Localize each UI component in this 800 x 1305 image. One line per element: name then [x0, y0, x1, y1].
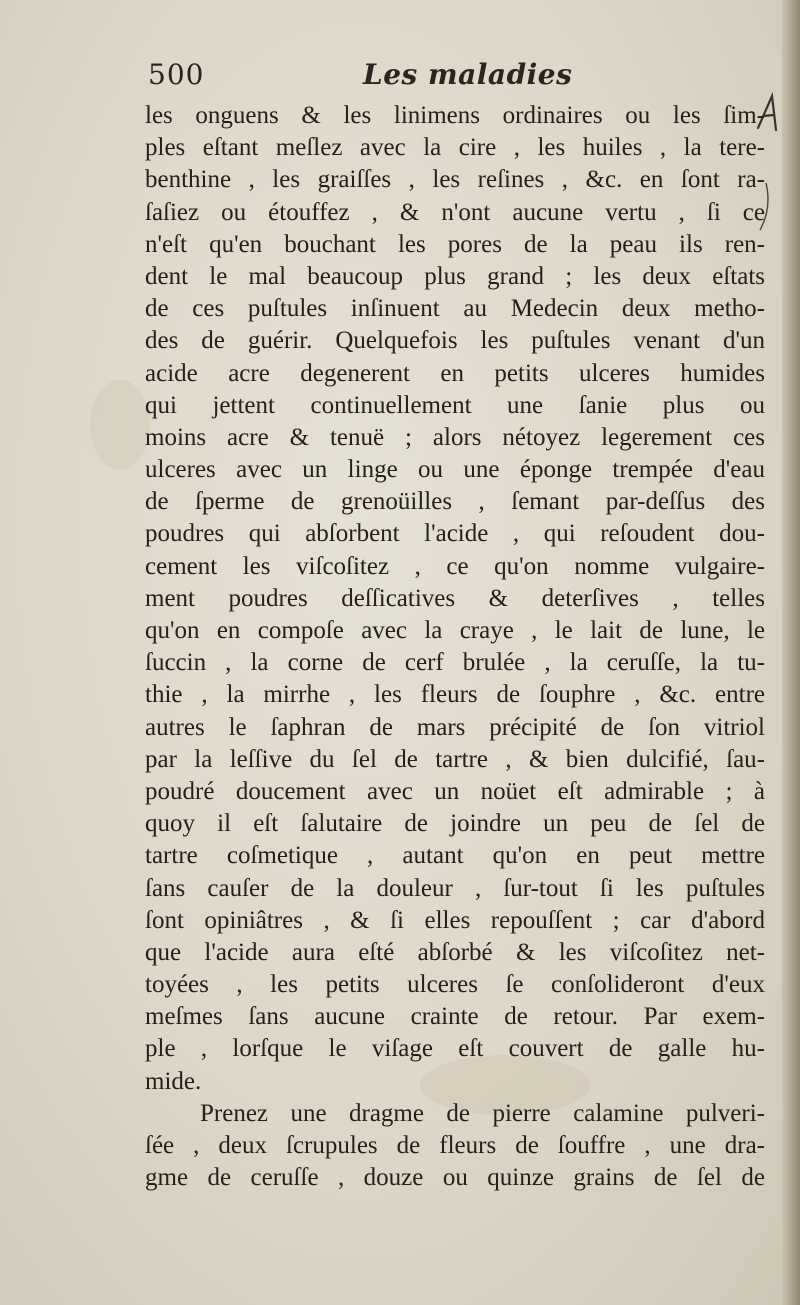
text-line: tartre coſmetique , autant qu'on en peut mettre	[145, 842, 765, 870]
text-line: acide acre degenerent en petits ulceres humides	[145, 359, 765, 387]
text-line: cement les viſcoſitez , ce qu'on nomme vulgaire-	[145, 552, 765, 580]
text-line: ſans cauſer de la douleur , ſur-tout ſi les puſtules	[145, 874, 765, 902]
text-line: de ces puſtules inſinuent au Medecin deux metho-	[145, 295, 765, 323]
text-line: ſaſiez ou étouffez , & n'ont aucune vertu , ſi ce	[145, 198, 765, 226]
text-line: Prenez une dragme de pierre calamine pulveri-	[200, 1099, 765, 1127]
text-line: ſée , deux ſcrupules de fleurs de ſouffre , une dra-	[145, 1132, 765, 1159]
text-line: thie , la mirrhe , les fleurs de ſouphre , &c. entre	[145, 681, 765, 709]
text-line: mide.	[145, 1067, 202, 1095]
text-line: qu'on en compoſe avec la craye , le lait de lune, le	[145, 617, 765, 644]
paper-stain	[90, 380, 150, 470]
text-line: quoy il eſt ſalutaire de joindre un peu de ſel de	[145, 810, 765, 838]
text-line: ſont opiniâtres , & ſi elles repouſſent ; car d'abord	[145, 906, 765, 934]
text-line: ulceres avec un linge ou une éponge trempée d'eau	[145, 456, 765, 484]
text-line: ſuccin , la corne de cerf brulée , la ceruſſe, la tu-	[145, 649, 765, 677]
text-line: moins acre & tenuë ; alors nétoyez legerement ces	[145, 423, 765, 451]
text-line: des de guérir. Quelquefois les puſtules venant d'un	[145, 327, 765, 355]
text-line: les onguens & les linimens ordinaires ou les ſim-	[145, 102, 765, 129]
body-text	[145, 100, 765, 1194]
text-line: ple , lorſque le viſage eſt couvert de galle hu-	[145, 1035, 765, 1063]
page-number: 500	[148, 58, 205, 91]
text-line: que l'acide aura eſté abſorbé & les viſcoſitez net-	[145, 938, 765, 966]
text-line: autres le ſaphran de mars précipité de ſon vitriol	[145, 713, 765, 741]
text-line: ment poudres deſſicatives & deterſives , telles	[145, 584, 765, 612]
page-header	[148, 58, 648, 98]
text-line: par la leſſive du ſel de tartre , & bien dulcifié, ſau-	[145, 745, 765, 773]
text-line: benthine , les graiſſes , les reſines , &c. en ſont ra-	[145, 166, 765, 194]
text-line: de ſperme de grenoüilles , ſemant par-deſſus des	[145, 488, 765, 516]
text-line: poudres qui abſorbent l'acide , qui reſoudent dou-	[145, 520, 765, 548]
text-line: n'eſt qu'en bouchant les pores de la peau ils ren-	[145, 230, 765, 258]
text-line: poudré doucement avec un noüet eſt admirable ; à	[145, 777, 765, 805]
text-line: ples eſtant meſlez avec la cire , les huiles , la tere-	[145, 134, 765, 162]
text-line: dent le mal beaucoup plus grand ; les deux eſtats	[145, 262, 765, 290]
text-line: meſmes ſans aucune crainte de retour. Par exem-	[145, 1003, 765, 1031]
text-line: qui jettent continuellement une ſanie plus ou	[145, 391, 765, 419]
running-title: Les maladies	[363, 58, 573, 91]
text-line: gme de ceruſſe , douze ou quinze grains de ſel de	[145, 1164, 765, 1192]
text-line: toyées , les petits ulceres ſe conſolideront d'eux	[145, 971, 765, 999]
